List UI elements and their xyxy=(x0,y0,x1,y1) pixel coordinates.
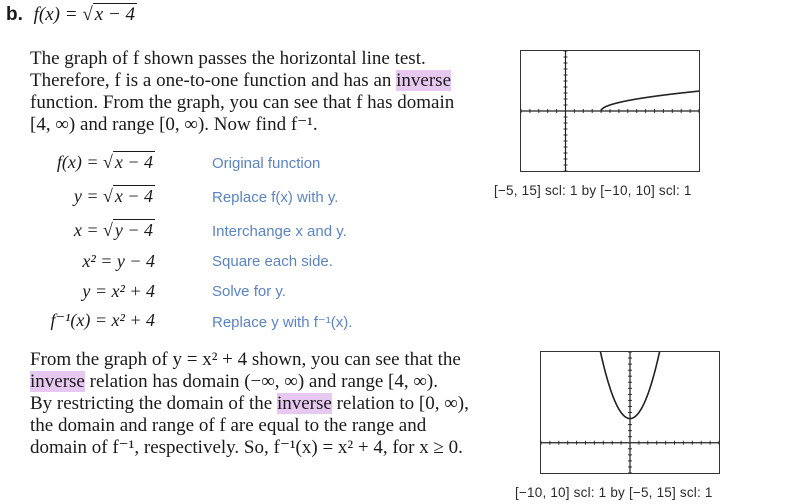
paragraph-2-line-5: domain of f⁻¹, respectively. So, f⁻¹(x) = x² + 4, for x ≥ 0. xyxy=(30,437,463,458)
graph-1-caption: [−5, 15] scl: 1 by [−10, 10] scl: 1 xyxy=(494,183,692,198)
step-1-note: Original function xyxy=(212,155,321,172)
paragraph-2-line-1: From the graph of y = x² + 4 shown, you can see that the xyxy=(30,349,461,370)
highlighted-term[interactable]: inverse xyxy=(276,393,332,414)
graph-sqrt-function xyxy=(520,50,700,172)
paragraph-1-line-2: Therefore, f is a one-to-one function and has an inverse xyxy=(30,70,452,91)
graph-1-plot xyxy=(521,51,699,171)
step-4-note: Square each side. xyxy=(212,253,333,270)
step-1-equation: f(x) = √ x − 4 xyxy=(56,152,153,172)
paragraph-2-line-2: inverse relation has domain (−∞, ∞) and range [4, ∞). xyxy=(30,371,439,392)
step-5-note: Solve for y. xyxy=(212,283,286,300)
paragraph-1-line-4: [4, ∞) and range [0, ∞). Now find f⁻¹. xyxy=(30,114,318,135)
part-label: b. xyxy=(6,4,23,25)
step-5-equation: y = x² + 4 xyxy=(82,281,155,301)
paragraph-2 xyxy=(30,349,469,459)
step-6-equation: f⁻¹(x) = x² + 4 xyxy=(50,310,155,330)
graph-2-plot xyxy=(541,352,719,473)
step-2-note: Replace f(x) with y. xyxy=(212,189,339,206)
graph-parabola xyxy=(540,351,720,474)
paragraph-2-line-4: the domain and range of f are equal to the range and xyxy=(30,415,427,436)
step-2-equation: y = √ x − 4 xyxy=(73,186,153,206)
highlighted-term[interactable]: inverse xyxy=(30,371,85,392)
step-4-equation: x² = y − 4 xyxy=(82,251,155,271)
function-lhs: f(x) = xyxy=(33,4,83,25)
step-3-note: Interchange x and y. xyxy=(212,223,347,240)
step-3-equation: x = √ y − 4 xyxy=(73,220,153,240)
function-radical: √ x − 4 xyxy=(82,4,136,25)
graph-1-curve xyxy=(601,91,699,111)
paragraph-1-line-1: The graph of f shown passes the horizontal line test. xyxy=(30,48,426,69)
part-heading xyxy=(6,4,137,26)
paragraph-2-line-3: By restricting the domain of the inverse relation to [0, ∞), xyxy=(30,393,469,414)
highlighted-term[interactable]: inverse xyxy=(396,70,452,91)
graph-2-caption: [−10, 10] scl: 1 by [−5, 15] scl: 1 xyxy=(515,485,713,500)
step-6-note: Replace y with f⁻¹(x). xyxy=(212,314,353,331)
paragraph-1 xyxy=(30,48,454,136)
paragraph-1-line-3: function. From the graph, you can see that f has domain xyxy=(30,92,455,113)
